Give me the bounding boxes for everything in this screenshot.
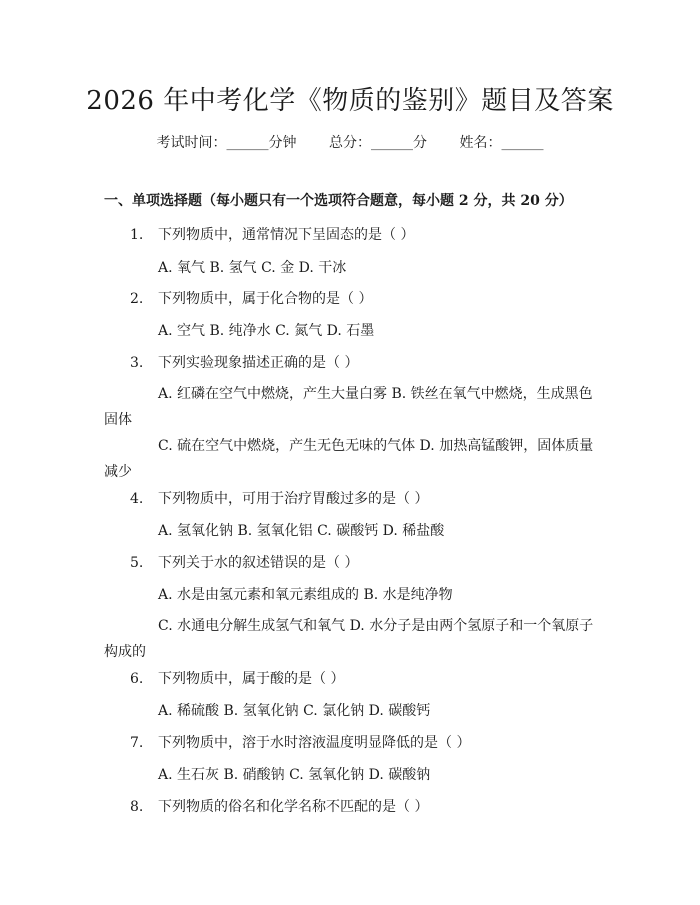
question-number: 6.: [130, 671, 144, 687]
question-stem: 下列物质的俗名和化学名称不匹配的是（ ）: [158, 799, 429, 815]
question-3-options-line-3: C. 硫在空气中燃烧，产生无色无味的气体 D. 加热高锰酸钾，固体质量: [158, 438, 594, 454]
exam-time-field: 考试时间：______分钟: [156, 135, 297, 151]
question-stem: 下列物质中，可用于治疗胃酸过多的是（ ）: [158, 491, 429, 507]
question-2: [130, 288, 372, 308]
question-5-options-line-3: 构成的: [104, 644, 146, 660]
question-5: [130, 552, 358, 572]
question-stem: 下列关于水的叙述错误的是（ ）: [158, 555, 359, 571]
question-3-options-line-1: A. 红磷在空气中燃烧，产生大量白雾 B. 铁丝在氧气中燃烧，生成黑色: [158, 386, 593, 402]
question-stem: 下列实验现象描述正确的是（ ）: [158, 355, 359, 371]
question-5-options-line-2: C. 水通电分解生成氢气和氧气 D. 水分子是由两个氢原子和一个氧原子: [158, 618, 594, 634]
question-3-options-line-4: 减少: [104, 464, 132, 480]
section-heading: 一、单项选择题（每小题只有一个选项符合题意，每小题 2 分，共 20 分）: [104, 193, 573, 209]
question-2-options: A. 空气 B. 纯净水 C. 氮气 D. 石墨: [158, 323, 375, 339]
question-stem: 下列物质中，通常情况下呈固态的是（ ）: [158, 227, 415, 243]
question-4: [130, 488, 428, 508]
question-stem: 下列物质中，属于化合物的是（ ）: [158, 291, 373, 307]
question-number: 8.: [130, 799, 144, 815]
total-score-field: 总分：______分: [329, 135, 427, 151]
question-5-options-line-1: A. 水是由氢元素和氧元素组成的 B. 水是纯净物: [158, 587, 453, 603]
exam-meta: [0, 132, 700, 152]
question-8: [130, 796, 428, 816]
question-stem: 下列物质中，溶于水时溶液温度明显降低的是（ ）: [158, 735, 471, 751]
question-7-options: A. 生石灰 B. 硝酸钠 C. 氢氧化钠 D. 碳酸钠: [158, 767, 431, 783]
document-title: 2026 年中考化学《物质的鉴别》题目及答案: [86, 86, 614, 116]
question-number: 2.: [130, 291, 144, 307]
question-number: 5.: [130, 555, 144, 571]
question-number: 3.: [130, 355, 144, 371]
question-3-options-line-2: 固体: [104, 412, 132, 428]
question-1-options: A. 氧气 B. 氢气 C. 金 D. 干冰: [158, 260, 347, 276]
question-stem: 下列物质中，属于酸的是（ ）: [158, 671, 345, 687]
question-4-options: A. 氢氧化钠 B. 氢氧化铝 C. 碳酸钙 D. 稀盐酸: [158, 523, 445, 539]
question-7: [130, 732, 470, 752]
question-number: 1.: [130, 227, 144, 243]
question-number: 7.: [130, 735, 144, 751]
question-6-options: A. 稀硫酸 B. 氢氧化钠 C. 氯化钠 D. 碳酸钙: [158, 703, 431, 719]
student-name-field: 姓名：______: [459, 135, 544, 151]
question-3: [130, 352, 358, 372]
question-6: [130, 668, 344, 688]
question-1: [130, 224, 414, 244]
question-number: 4.: [130, 491, 144, 507]
